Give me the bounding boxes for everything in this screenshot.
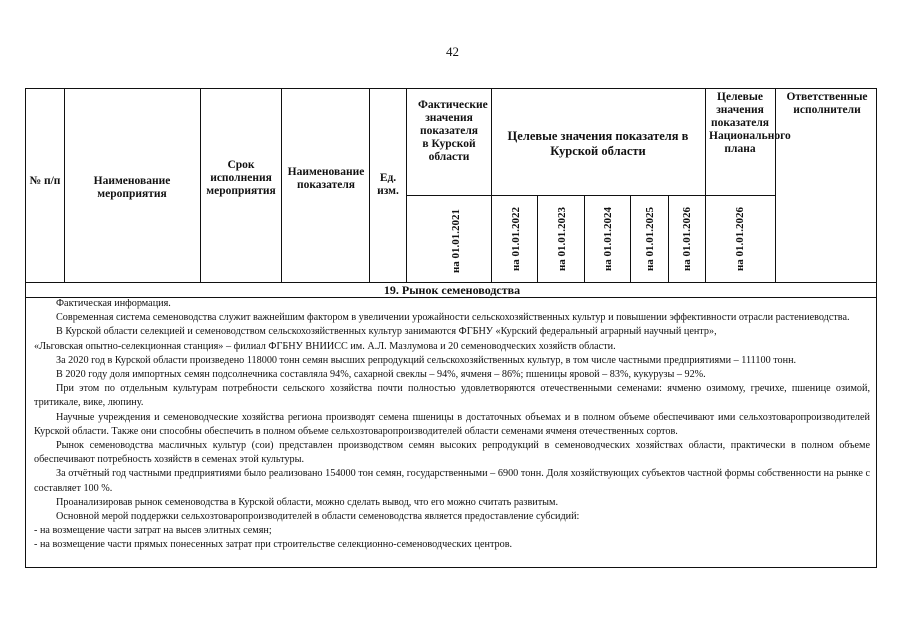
col-divider xyxy=(775,89,776,282)
page-number: 42 xyxy=(446,44,459,59)
paragraph: «Льговская опытно-селекционная станция» – филиал ФГБНУ ВНИИСС им. А.Л. Мазлумова и 20 семеноводческих хозяйств области. xyxy=(34,340,616,352)
indicators-table xyxy=(25,88,877,568)
paragraph: Современная система семеноводства служит важнейшим фактором в увеличении урожайности сельскохозяйственных культур и повышении эффективности отрасли растениеводства. xyxy=(56,312,850,324)
section-title: 19. Рынок семеноводства xyxy=(383,283,521,297)
paragraph: За 2020 год в Курской области произведено 118000 тонн семян высших репродукций сельскохозяйственных культур, в том числе частными предприятиями – 111100 тонн. xyxy=(56,354,797,366)
header-indicator: Наименование показателя xyxy=(287,166,365,191)
header-target-region: Целевые значения показателя в Курской области xyxy=(507,129,689,158)
header-unit: Ед. изм. xyxy=(377,172,399,197)
list-item: - на возмещение части затрат на высев элитных семян; xyxy=(34,525,272,537)
date-header: на 01.01.2026 xyxy=(734,206,746,272)
col-divider xyxy=(537,195,538,282)
header-num: № п/п xyxy=(29,175,61,187)
col-divider xyxy=(406,89,407,282)
date-header: на 01.01.2023 xyxy=(556,206,568,272)
col-divider xyxy=(584,195,585,282)
date-header: на 01.01.2021 xyxy=(450,208,462,274)
date-header: на 01.01.2026 xyxy=(681,206,693,272)
col-divider xyxy=(630,195,631,282)
paragraph: Фактическая информация. xyxy=(56,298,171,309)
header-target-national: Целевые значения показателя Национального плана xyxy=(709,91,791,155)
date-header: на 01.01.2025 xyxy=(644,206,656,272)
section-body xyxy=(34,297,870,553)
header-deadline: Срок исполнения мероприятия xyxy=(206,159,276,197)
paragraph: За отчётный год частными предприятиями было реализовано 154000 тон семян, государственными – 6900 тонн. Доля хозяйствующих субъектов частной формы собственности на рынке с составляет 100 %. xyxy=(34,468,870,494)
col-divider xyxy=(64,89,65,282)
col-divider xyxy=(369,89,370,282)
col-divider xyxy=(705,89,706,282)
paragraph: Основной мерой поддержки сельхозтоваропроизводителей в области семеноводства является предоставление субсидий: xyxy=(56,511,580,523)
col-divider xyxy=(668,195,669,282)
paragraph: Проанализировав рынок семеноводства в Курской области, можно сделать вывод, что его можно считать развитым. xyxy=(56,496,559,508)
header-actual: Фактические значения показателя в Курской области xyxy=(418,99,488,163)
col-divider xyxy=(200,89,201,282)
date-header: на 01.01.2024 xyxy=(602,206,614,272)
paragraph: Рынок семеноводства масличных культур (сои) представлен производством семян высоких репродукций в семеноводческих хозяйствах области, практически в полном объеме обеспечивают потребность хозяйств в семенах этой культуры. xyxy=(34,440,870,466)
paragraph: В Курской области селекцией и семеноводством сельскохозяйственных культур занимаются ФГБНУ «Курский федеральный аграрный научный центр», xyxy=(56,326,717,338)
header-event: Наименование мероприятия xyxy=(93,175,171,200)
date-header: на 01.01.2022 xyxy=(510,206,522,272)
paragraph: В 2020 году доля импортных семян подсолнечника составляла 94%, сахарной свеклы – 94%, ячменя – 86%; пшеницы яровой – 83%, кукурузы – 92%. xyxy=(56,369,706,381)
row-divider xyxy=(406,195,775,196)
header-responsible: Ответственные исполнители xyxy=(786,91,868,116)
col-divider xyxy=(281,89,282,282)
paragraph: Научные учреждения и семеноводческие хозяйства региона производят семена пшеницы в достаточных объемах и в полном объеме обеспечивают ими сельхозтоваропроизводителей Курской области. Также они способны обеспечить в полном объеме сельхозтоваропроизводителей области семенами ячменя отечественных сортов. xyxy=(34,411,870,437)
list-item: - на возмещение части прямых понесенных затрат при строительстве селекционно-семеноводческих центров. xyxy=(34,539,513,551)
col-divider xyxy=(491,89,492,282)
paragraph: При этом по отдельным культурам потребности сельского хозяйства почти полностью удовлетворяются отечественными семенами: ячменю озимому, гречихе, пшенице озимой, тритикале, вике, люпину. xyxy=(34,383,870,409)
